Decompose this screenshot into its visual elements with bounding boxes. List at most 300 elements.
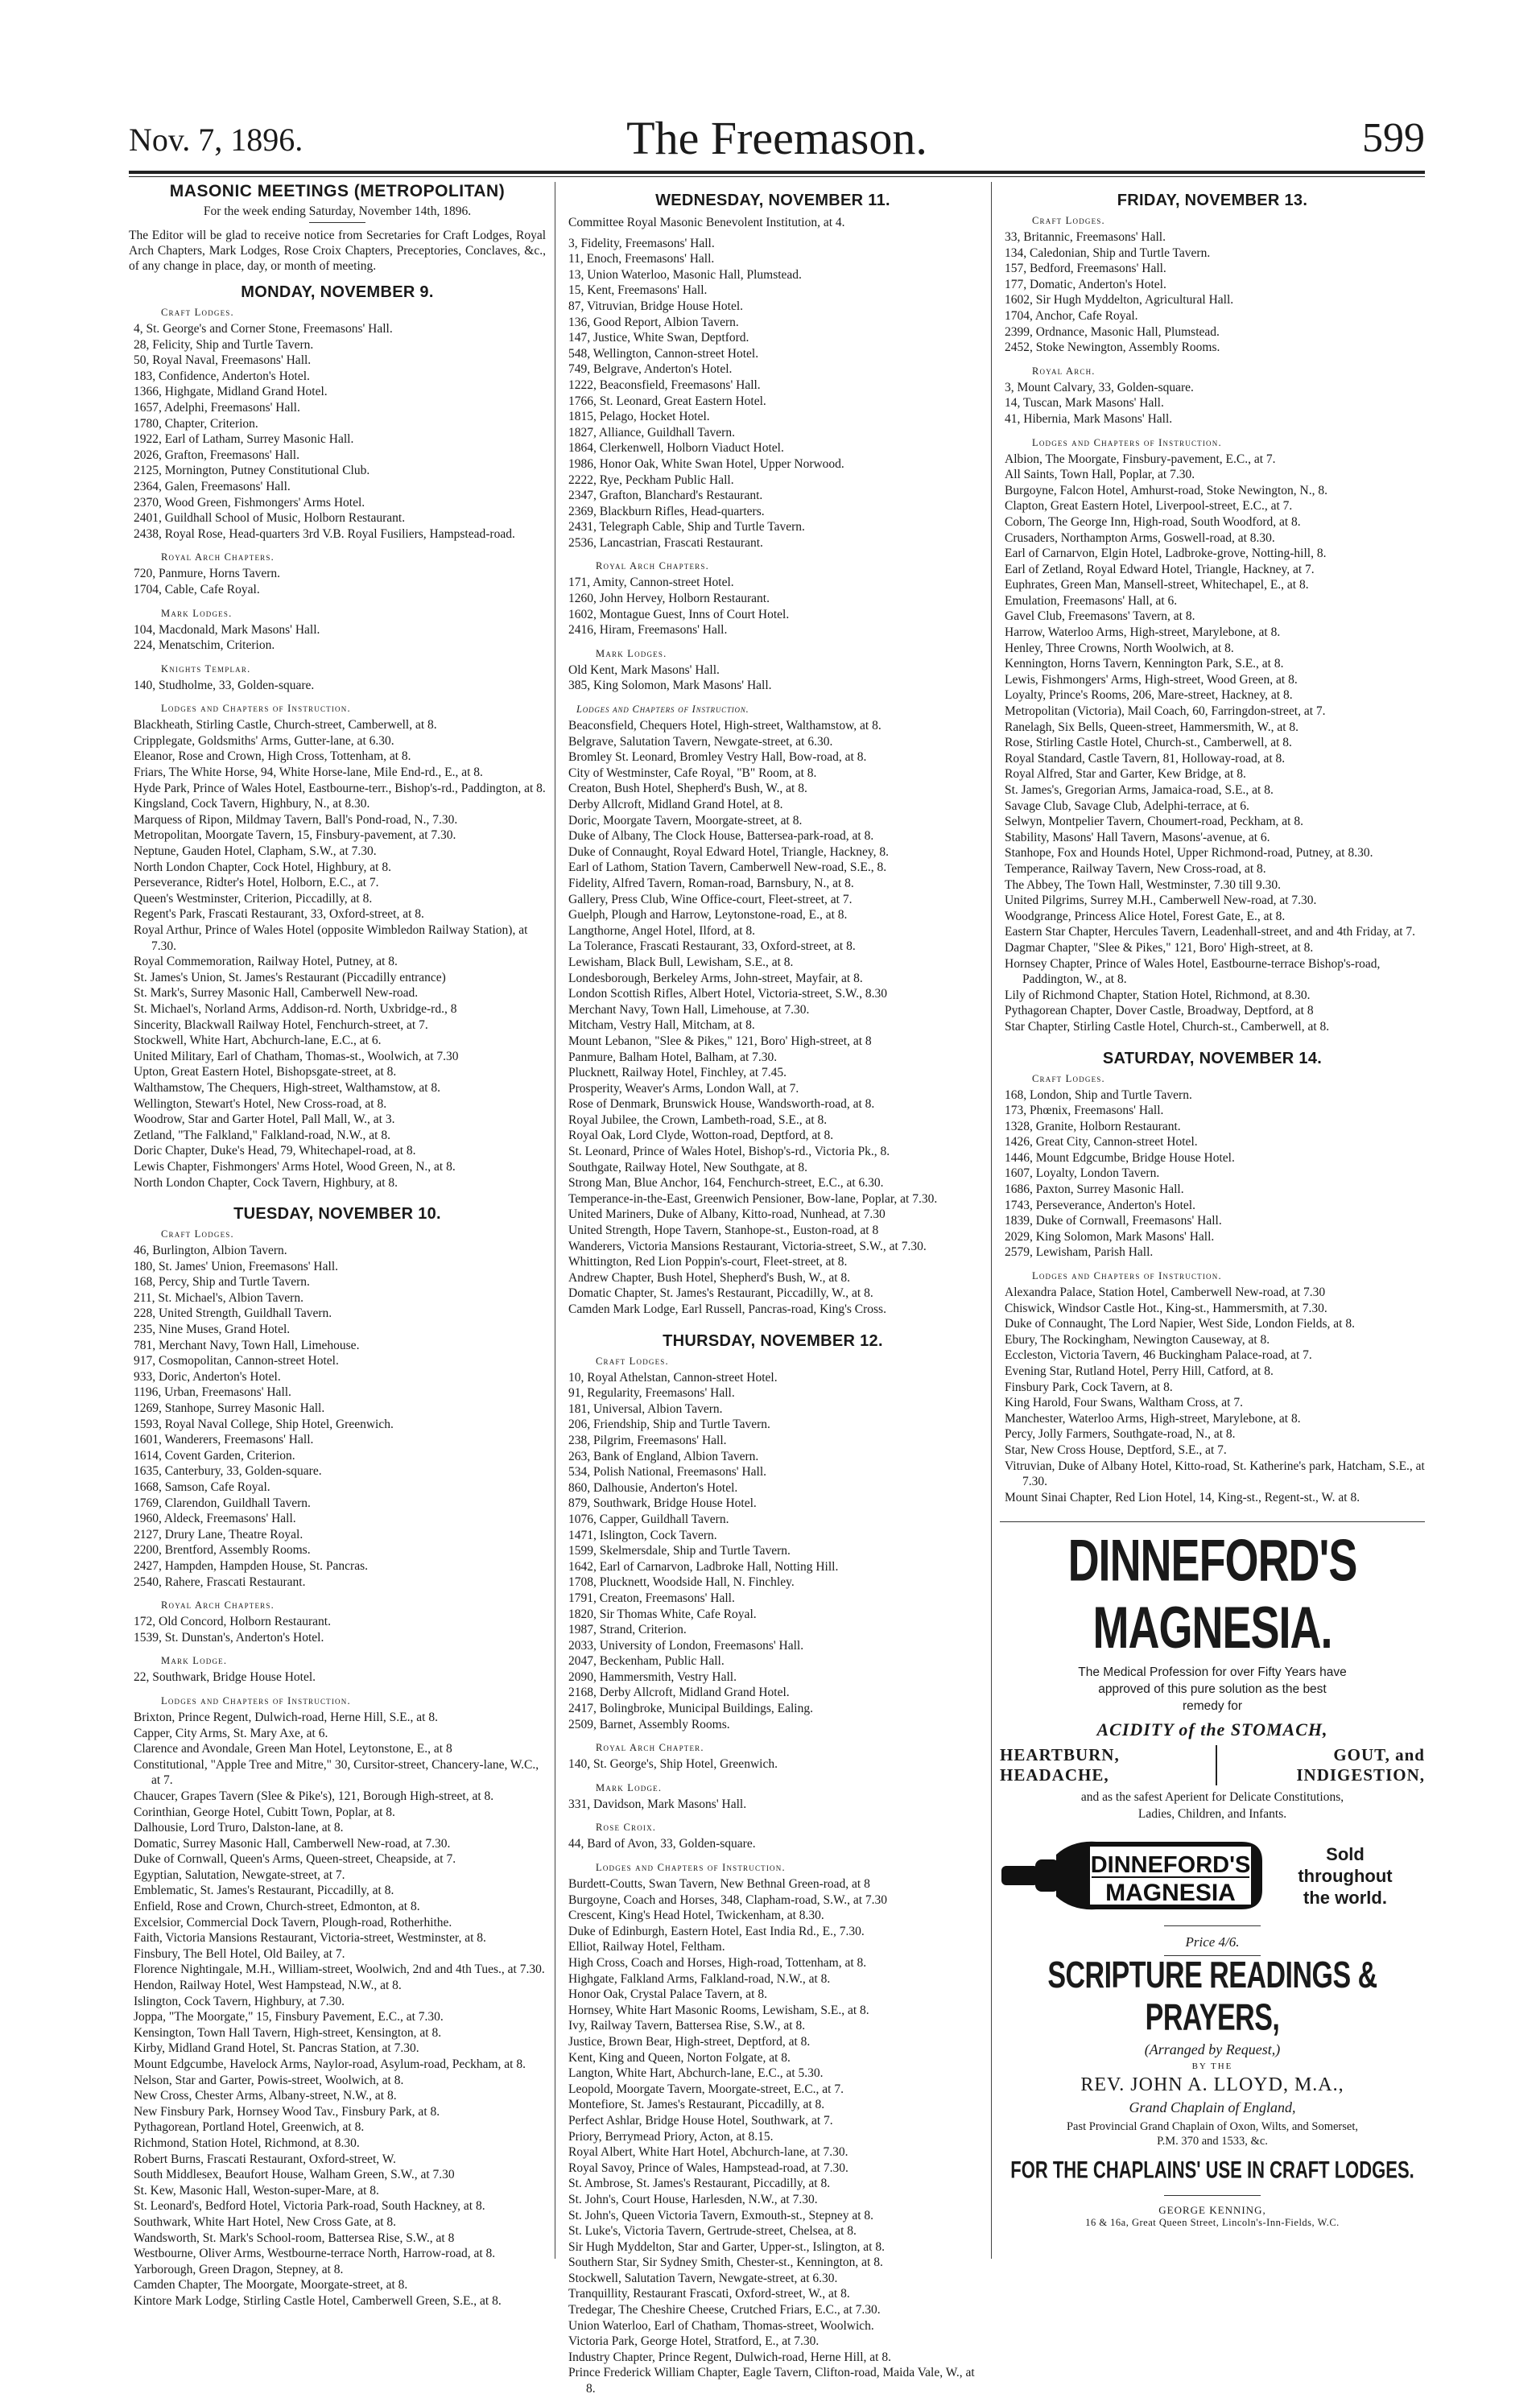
meeting-entry: 87, Vitruvian, Bridge House Hotel. [568,299,744,313]
meeting-entry: 1922, Earl of Latham, Surrey Masonic Hall. [134,432,354,447]
meeting-entry: New Cross, Chester Arms, Albany-street, N.W., at 8. [134,2089,397,2103]
meeting-entry: 2452, Stoke Newington, Assembly Rooms. [1005,340,1220,355]
meeting-entry: 147, Justice, White Swan, Deptford. [568,331,749,345]
meeting-entry: 2127, Drury Lane, Theatre Royal. [134,1527,303,1541]
meeting-entry: Victoria Park, George Hotel, Stratford, E., at 7.30. [568,2334,820,2349]
meeting-entry: Friars, The White Horse, 94, White Horse-lane, Mile End-rd., E., at 8. [134,766,483,780]
meeting-entry: 548, Wellington, Cannon-street Hotel. [568,346,759,361]
meeting-entry: 781, Merchant Navy, Town Hall, Limehouse. [134,1338,360,1352]
meeting-entry: Dalhousie, Lord Truro, Dalston-lane, at 8. [134,1821,344,1835]
scripture-advertisement [1000,1934,1425,2229]
meeting-entry: Strong Man, Blue Anchor, 164, Fenchurch-street, E.C., at 6.30. [568,1176,884,1191]
meeting-entry: 2509, Barnet, Assembly Rooms. [568,1717,730,1731]
column-body [129,283,546,2314]
meeting-entry: Prosperity, Weaver's Arms, London Wall, at 7. [568,1081,799,1096]
meeting-entry: 22, Southwark, Bridge House Hotel. [134,1670,316,1685]
meeting-entry: Joppa, "The Moorgate," 15, Finsbury Pavement, E.C., at 7.30. [134,2010,444,2024]
spacer [129,654,546,658]
meeting-entry: 14, Tuscan, Mark Masons' Hall. [1005,396,1164,411]
ad-sold-line: Sold [1326,1843,1365,1864]
meeting-entry: Domatic Chapter, St. James's Restaurant, Piccadilly, W., at 8. [568,1286,873,1301]
meeting-entry: Kennington, Horns Tavern, Kennington Park, S.E., at 8. [1005,657,1284,671]
meeting-entry: 1657, Adelphi, Freemasons' Hall. [134,400,300,415]
meeting-entry: 1766, St. Leonard, Great Eastern Hotel. [568,394,766,408]
spacer [564,1773,982,1777]
meeting-entry: Marquess of Ripon, Mildmay Tavern, Ball's Pond-road, N., 7.30. [134,812,458,827]
meeting-entry: St. Leonard, Prince of Wales Hotel, Bishop's-rd., Victoria Pk., 8. [568,1145,890,1159]
meeting-entry: 1446, Mount Edgcumbe, Bridge House Hotel. [1005,1150,1235,1165]
meeting-entry: Hornsey, White Hart Masonic Rooms, Lewisham, S.E., at 8. [568,2003,869,2017]
meeting-entry: Evening Star, Rutland Hotel, Perry Hill, Catford, at 8. [1005,1364,1274,1378]
meeting-entry: Hyde Park, Prince of Wales Hotel, Eastbourne-terr., Bishop's-rd., Paddington, at 8. [134,781,546,795]
meeting-entry: Robert Burns, Frascati Restaurant, Oxford-street, W. [134,2152,396,2166]
meeting-entry: Earl of Lathom, Station Tavern, Camberwell New-road, S.E., 8. [568,861,887,875]
meeting-entry: High Cross, Coach and Horses, High-road, Tottenham, at 8. [568,1956,867,1970]
meeting-entry: Walthamstow, The Chequers, High-street, Walthamstow, at 8. [134,1080,441,1095]
ad2-author: REV. JOHN A. LLOYD, M.A., [1080,2074,1344,2096]
meeting-entry: Rose of Denmark, Brunswick House, Wandsworth-road, at 8. [568,1097,875,1112]
meeting-entry: 1708, Plucknett, Woodside Hall, N. Finchley. [568,1575,795,1590]
meeting-entry: Woodrow, Star and Garter Hotel, Pall Mall, W., at 3. [134,1112,395,1127]
spacer [1000,1505,1425,1510]
meeting-entry: 10, Royal Athelstan, Cannon-street Hotel. [568,1370,778,1385]
meeting-entry: Leopold, Moorgate Tavern, Moorgate-street, E.C., at 7. [568,2082,844,2096]
ad2-by: BY THE [1191,2062,1233,2072]
meeting-entry: 1686, Paxton, Surrey Masonic Hall. [1005,1182,1184,1197]
meeting-entry: 15, Kent, Freemasons' Hall. [568,283,708,298]
meeting-entry: 168, Percy, Ship and Turtle Tavern. [134,1275,310,1290]
meeting-entry: 181, Universal, Albion Tavern. [568,1401,723,1416]
meeting-entry: 860, Dalhousie, Anderton's Hotel. [568,1480,738,1495]
meeting-entry: Whittington, Red Lion Poppin's-court, Fleet-street, at 8. [568,1255,848,1269]
meeting-entry: Queen's Westminster, Criterion, Piccadilly, at 8. [134,891,373,906]
meeting-entry: 11, Enoch, Freemasons' Hall. [568,252,715,266]
column-1 [129,182,546,2314]
meeting-entry: Temperance, Railway Tavern, New Cross-road, at 8. [1005,861,1266,876]
meeting-entry: Londesborough, Berkeley Arms, John-street, Mayfair, at 8. [568,971,863,985]
meeting-entry: Burgoyne, Coach and Horses, 348, Clapham-road, S.W., at 7.30 [568,1892,888,1907]
meeting-entry: North London Chapter, Cock Hotel, Highbury, at 8. [134,860,391,874]
meeting-entry: Stockwell, White Hart, Abchurch-lane, E.C., at 6. [134,1034,382,1048]
meeting-entry: 1196, Urban, Freemasons' Hall. [134,1385,291,1400]
meeting-entry: 2200, Brentford, Assembly Rooms. [134,1543,311,1558]
publisher-address: 16 & 16a, Great Queen Street, Lincoln's-Inn-Fields, W.C. [1085,2217,1340,2229]
meeting-entry: Faith, Victoria Mansions Restaurant, Victoria-street, Westminster, at 8. [134,1931,486,1946]
meeting-entry: Finsbury Park, Cock Tavern, at 8. [1005,1380,1173,1394]
meeting-entry: United Pilgrims, Surrey M.H., Camberwell New-road, at 7.30. [1005,894,1317,908]
meeting-entry: 534, Polish National, Freemasons' Hall. [568,1465,767,1480]
meeting-entry: Duke of Connaught, Royal Edward Hotel, Triangle, Hackney, 8. [568,844,890,859]
meeting-entry: Fidelity, Alfred Tavern, Roman-road, Barnsbury, N., at 8. [568,876,854,890]
meeting-entry: 2364, Galen, Freemasons' Hall. [134,479,291,493]
section-label: Royal Arch Chapters. [596,560,709,572]
meeting-entry: 4, St. George's and Corner Stone, Freemasons' Hall. [134,322,393,336]
meeting-entry: Royal Commemoration, Railway Hotel, Putney, at 8. [134,955,398,969]
meeting-entry: 1269, Stanhope, Surrey Masonic Hall. [134,1401,325,1416]
meeting-entry: Emblematic, St. James's Restaurant, Piccadilly, at 8. [134,1884,394,1898]
meeting-entry: United Strength, Hope Tavern, Stanhope-st., Euston-road, at 8 [568,1224,879,1238]
meeting-entry: Mount Edgcumbe, Havelock Arms, Naylor-road, Asylum-road, Peckham, at 8. [134,2057,526,2071]
meeting-entry: 238, Pilgrim, Freemasons' Hall. [568,1433,727,1447]
meeting-entry: The Abbey, The Town Hall, Westminster, 7.30 till 9.30. [1005,877,1282,892]
section-label: Mark Lodge. [161,1655,228,1667]
meeting-entry: St. Michael's, Norland Arms, Addison-rd. North, Uxbridge-rd., 8 [134,1001,457,1016]
meeting-entry: Kensington, Town Hall Tavern, High-street, Kensington, at 8. [134,2025,442,2040]
meeting-entry: Clarence and Avondale, Green Man Hotel, Leytonstone, E., at 8 [134,1742,452,1756]
meeting-entry: 140, St. George's, Ship Hotel, Greenwich. [568,1757,778,1772]
meeting-entry: 2399, Ordnance, Masonic Hall, Plumstead. [1005,324,1220,339]
meeting-entry: Andrew Chapter, Bush Hotel, Shepherd's Bush, W., at 8. [568,1270,851,1285]
meeting-entry: Eleanor, Rose and Crown, High Cross, Tottenham, at 8. [134,749,411,764]
header-rule-thin [129,176,1425,177]
meeting-entry: Southgate, Railway Hotel, New Southgate, at 8. [568,1160,808,1174]
meeting-entry: St. Mark's, Surrey Masonic Hall, Camberwell New-road. [134,986,419,1001]
section-label: Mark Lodges. [161,607,233,619]
meeting-entry: 2369, Blackburn Rifles, Head-quarters. [568,504,765,518]
meeting-entry: Guelph, Plough and Harrow, Leytonstone-road, E., at 8. [568,908,848,922]
spacer [1000,356,1425,361]
ad-title: DINNEFORD'S MAGNESIA. [1067,1528,1357,1661]
meeting-entry: Hendon, Railway Hotel, West Hampstead, N.W., at 8. [134,1979,402,1993]
meeting-entry: 228, United Strength, Guildhall Tavern. [134,1306,332,1321]
ad-bottle-row [1000,1837,1425,1914]
ad-price: Price 4/6. [1185,1934,1240,1950]
meeting-entry: City of Westminster, Cafe Royal, "B" Room, at 8. [568,766,817,780]
meeting-entry: Southwark, White Hart Hotel, New Cross Gate, at 8. [134,2214,397,2229]
meeting-entry: Brixton, Prince Regent, Dulwich-road, Herne Hill, S.E., at 8. [134,1710,438,1724]
meeting-entry: Duke of Cornwall, Queen's Arms, Queen-street, Cheapside, at 7. [134,1852,456,1867]
meeting-entry: Highgate, Falkland Arms, Falkland-road, N.W., at 8. [568,1971,831,1986]
section-label: Lodges and Chapters of Instruction. [596,1862,786,1874]
meeting-entry: Prince Frederick William Chapter, Eagle Tavern, Clifton-road, Maida Vale, W., at 8. [568,2366,975,2396]
meeting-entry: Duke of Albany, The Clock House, Battersea-park-road, at 8. [568,829,874,844]
ad2-chaplain: Grand Chaplain of England, [1129,2099,1296,2116]
meeting-entry: Nelson, Star and Garter, Powis-street, Woolwich, at 8. [134,2073,404,2087]
meeting-entry: Domatic, Surrey Masonic Hall, Camberwell New-road, at 7.30. [134,1836,451,1851]
meeting-entry: 1602, Montague Guest, Inns of Court Hotel. [568,607,790,621]
meeting-entry: Elliot, Railway Hotel, Feltham. [568,1940,725,1954]
spacer [1000,1261,1425,1265]
meeting-entry: Florence Nightingale, M.H., William-street, Woolwich, 2nd and 4th Tues., at 7.30. [134,1962,545,1977]
meeting-entry: Lewisham, Black Bull, Lewisham, S.E., at 8. [568,955,794,969]
meeting-entry: 2438, Royal Rose, Head-quarters 3rd V.B. Royal Fusiliers, Hampstead-road. [134,526,515,541]
meeting-entry: Mitcham, Vestry Hall, Mitcham, at 8. [568,1018,755,1033]
meeting-entry: 1820, Sir Thomas White, Cafe Royal. [568,1607,757,1621]
meeting-entry: 44, Bard of Avon, 33, Golden-square. [568,1837,756,1851]
meeting-entry: Committee Royal Masonic Benevolent Institution, at 4. [568,216,845,229]
meeting-entry: 2417, Bolingbroke, Municipal Buildings, Ealing. [568,1702,813,1716]
meeting-entry: Rose, Stirling Castle Hotel, Church-st., Camberwell, at 8. [1005,736,1292,750]
meeting-entry: 385, King Solomon, Mark Masons' Hall. [568,679,772,693]
meeting-entry: 917, Cosmopolitan, Cannon-street Hotel. [134,1354,339,1368]
editor-note: The Editor will be glad to receive notice from Secretaries for Craft Lodges, Royal Arch Chapters, Mark Lodges, Rose Croix Chapters, Preceptories, Conclaves, &c., of any change in place, day, or month of meeting. [129,229,546,273]
ad-ailment: INDIGESTION, [1296,1765,1425,1785]
meeting-entry: Henley, Three Crowns, North Woolwich, at 8. [1005,641,1234,655]
meeting-entry: Perseverance, Ridter's Hotel, Holborn, E.C., at 7. [134,876,379,890]
meeting-entry: Doric Chapter, Duke's Head, 79, Whitechapel-road, at 8. [134,1144,416,1158]
ad-sold-line: the world. [1303,1887,1387,1908]
ad-acidity: ACIDITY of the STOMACH, [1096,1719,1328,1740]
meeting-entry: 1260, John Hervey, Holborn Restaurant. [568,592,770,606]
ad-text: remedy for [1182,1699,1243,1714]
magnesia-advertisement [1000,1521,1425,1926]
divider [309,222,365,223]
meeting-entry: Tranquillity, Restaurant Frascati, Oxford-street, W., at 8. [568,2287,850,2301]
meeting-entry: Ebury, The Rockingham, Newington Causeway, at 8. [1005,1332,1270,1347]
meeting-entry: Camden Chapter, The Moorgate, Moorgate-street, at 8. [134,2278,408,2293]
meeting-entry: Westbourne, Oliver Arms, Westbourne-terrace North, Harrow-road, at 8. [134,2247,496,2261]
meeting-entry: Neptune, Gauden Hotel, Clapham, S.W., at 7.30. [134,844,377,859]
meeting-entry: Mount Sinai Chapter, Red Lion Hotel, 14, King-st., Regent-st., W. at 8. [1005,1490,1360,1504]
meeting-entry: Justice, Brown Bear, High-street, Deptford, at 8. [568,2034,811,2049]
meeting-entry: 1704, Cable, Cafe Royal. [134,582,260,596]
section-label: Royal Arch Chapter. [596,1742,704,1754]
meeting-entry: Panmure, Balham Hotel, Balham, at 7.30. [568,1050,778,1064]
meeting-entry: 224, Menatschim, Criterion. [134,638,275,653]
meeting-entry: Royal Oak, Lord Clyde, Wotton-road, Deptford, at 8. [568,1129,834,1143]
meeting-entry: Excelsior, Commercial Dock Tavern, Plough-road, Rotherhithe. [134,1915,452,1929]
meeting-entry: 134, Caledonian, Ship and Turtle Tavern. [1005,246,1211,260]
meeting-entry: Duke of Connaught, The Lord Napier, West Side, London Fields, at 8. [1005,1317,1355,1331]
ad-text: approved of this pure solution as the best [1098,1682,1327,1697]
meeting-entry: La Tolerance, Frascati Restaurant, 33, Oxford-street, at 8. [568,939,856,954]
spacer [564,694,982,699]
meeting-entry: United Mariners, Duke of Albany, Kitto-road, Nunhead, at 7.30 [568,1207,886,1222]
meeting-entry: 1599, Skelmersdale, Ship and Turtle Tavern. [568,1544,791,1558]
spacer [564,1812,982,1817]
ad-ailment-left [1000,1745,1217,1785]
meeting-entry: 41, Hibernia, Mark Masons' Hall. [1005,411,1173,426]
meeting-entry: 1366, Highgate, Midland Grand Hotel. [134,385,328,399]
meeting-entry: Enfield, Rose and Crown, Church-street, Edmonton, at 8. [134,1900,420,1914]
meeting-entry: Perfect Ashlar, Bridge House Hotel, Southwark, at 7. [568,2113,833,2128]
ad2-past: P.M. 370 and 1533, &c. [1157,2135,1268,2148]
meeting-entry: 2029, King Solomon, Mark Masons' Hall. [1005,1229,1215,1244]
meeting-entry: 172, Old Concord, Holborn Restaurant. [134,1615,331,1629]
spacer [129,1590,546,1595]
meeting-entry: Eastern Star Chapter, Hercules Tavern, Leadenhall-street, and and 4th Friday, at 7. [1005,925,1416,939]
meeting-entry: 749, Belgrave, Anderton's Hotel. [568,362,733,377]
bottle-illustration [1000,1837,1265,1914]
ad-text: and as the safest Aperient for Delicate Constitutions, [1080,1790,1344,1805]
ad-ailments [1000,1745,1425,1785]
meeting-entry: Wellington, Stewart's Hotel, New Cross-road, at 8. [134,1096,387,1111]
ad2-past: Past Provincial Grand Chaplain of Oxon, Wilts, and Somerset, [1066,2120,1358,2134]
section-label: Knights Templar. [161,662,251,675]
meeting-entry: Union Waterloo, Earl of Chatham, Thomas-street, Woolwich. [568,2318,874,2333]
section-label: Craft Lodges. [161,307,234,318]
section-label: Craft Lodges. [1032,215,1105,226]
meeting-entry: 2427, Hampden, Hampden House, St. Pancras. [134,1558,369,1573]
meeting-entry: 136, Good Report, Albion Tavern. [568,315,739,329]
section-label: Craft Lodges. [596,1355,669,1367]
meeting-entry: Priory, Berrymead Priory, Acton, at 8.15. [568,2129,774,2144]
meeting-entry: Crescent, King's Head Hotel, Twickenham, at 8.30. [568,1909,824,1923]
ad-ailment: HEADACHE, [1000,1765,1109,1785]
page-number: 599 [1362,115,1425,161]
meeting-entry: Royal Savoy, Prince of Wales, Hampstead-road, at 7.30. [568,2161,848,2175]
meeting-entry: Selwyn, Montpelier Tavern, Choumert-road, Peckham, at 8. [1005,815,1303,829]
meeting-entry: Tredegar, The Cheshire Cheese, Crutched Friars, E.C., at 7.30. [568,2303,881,2317]
day-heading: TUESDAY, NOVEMBER 10. [233,1205,441,1224]
meeting-entry: Gavel Club, Freemasons' Tavern, at 8. [1005,609,1195,624]
meeting-entry: Old Kent, Mark Masons' Hall. [568,662,720,677]
ad2-title: SCRIPTURE READINGS & PRAYERS, [1047,1954,1377,2039]
meeting-entry: 2579, Lewisham, Parish Hall. [1005,1245,1154,1260]
meeting-entry: Burdett-Coutts, Swan Tavern, New Bethnal Green-road, at 8 [568,1877,870,1892]
meeting-entry: Corinthian, George Hotel, Cubitt Town, Poplar, at 8. [134,1805,395,1819]
meeting-entry: Finsbury, The Bell Hotel, Old Bailey, at 7. [134,1946,345,1961]
meeting-entry: United Military, Earl of Chatham, Thomas-st., Woolwich, at 7.30 [134,1049,459,1063]
meeting-entry: Kirby, Midland Grand Hotel, St. Pancras Station, at 7.30. [134,2041,419,2056]
meeting-entry: 263, Bank of England, Albion Tavern. [568,1449,759,1463]
meeting-entry: 168, London, Ship and Turtle Tavern. [1005,1088,1192,1102]
meeting-entry: 173, Phœnix, Freemasons' Hall. [1005,1104,1164,1118]
meeting-entry: Lewis Chapter, Fishmongers' Arms Hotel, Wood Green, N., at 8. [134,1159,456,1174]
meeting-entry: Harrow, Waterloo Arms, High-street, Marylebone, at 8. [1005,625,1281,640]
meeting-entry: Egyptian, Salutation, Newgate-street, at 7. [134,1868,345,1882]
meeting-entry: St. James's Union, St. James's Restaurant (Piccadilly entrance) [134,970,446,984]
meeting-entry: Kingsland, Cock Tavern, Highbury, N., at 8.30. [134,797,370,811]
meeting-entry: 50, Royal Naval, Freemasons' Hall. [134,353,312,368]
meeting-entry: 157, Bedford, Freemasons' Hall. [1005,262,1166,276]
section-label: Lodges and Chapters of Instruction. [1032,1270,1222,1282]
meeting-entry: 2401, Guildhall School of Music, Holborn Restaurant. [134,511,406,526]
spacer [564,551,982,555]
day-heading: MONDAY, NOVEMBER 9. [241,283,434,301]
meeting-entry: Royal Alfred, Star and Garter, Kew Bridge, at 8. [1005,767,1246,782]
day-heading: FRIDAY, NOVEMBER 13. [1117,192,1308,209]
meeting-entry: 177, Domatic, Anderton's Hotel. [1005,277,1166,291]
meeting-entry: 28, Felicity, Ship and Turtle Tavern. [134,337,314,352]
meeting-entry: Crusaders, Northampton Arms, Goswell-road, at 8.30. [1005,530,1275,545]
meeting-entry: 1769, Clarendon, Guildhall Tavern. [134,1496,311,1510]
ad-sold [1265,1843,1425,1909]
meeting-entry: Southern Star, Sir Sydney Smith, Chester-st., Kennington, at 8. [568,2255,883,2270]
meeting-entry: Royal Albert, White Hart Hotel, Abchurch-lane, at 7.30. [568,2145,848,2160]
meeting-entry: Regent's Park, Frascati Restaurant, 33, Oxford-street, at 8. [134,907,424,922]
meeting-entry: 2347, Grafton, Blanchard's Restaurant. [568,489,763,503]
meeting-entry: 235, Nine Muses, Grand Hotel. [134,1323,291,1337]
meeting-entry: 1076, Capper, Guildhall Tavern. [568,1512,729,1526]
meeting-entry: Camden Mark Lodge, Earl Russell, Pancras-road, King's Cross. [568,1302,886,1316]
meeting-entry: 1471, Islington, Cock Tavern. [568,1528,717,1542]
section-label: Mark Lodge. [596,1781,663,1793]
meeting-entry: Montefiore, St. James's Restaurant, Piccadilly, at 8. [568,2098,825,2112]
meeting-entry: Dagmar Chapter, "Slee & Pikes," 121, Boro' High-street, at 8. [1005,940,1314,955]
section-label: Lodges and Chapters of Instruction. [1032,436,1222,448]
section-label: Royal Arch Chapters. [161,1599,275,1612]
meeting-entry: Euphrates, Green Man, Mansell-street, Whitechapel, E., at 8. [1005,578,1309,592]
meeting-entry: Chiswick, Windsor Castle Hot., King-st., Hammersmith, at 7.30. [1005,1301,1327,1315]
spacer [1000,1035,1425,1040]
meeting-entry: Bromley St. Leonard, Bromley Vestry Hall, Bow-road, at 8. [568,750,867,765]
section-label: Lodges and Chapters of Instruction. [161,1694,351,1707]
section-label: Lodges and Chapters of Instruction. [161,703,351,715]
day-heading: THURSDAY, NOVEMBER 12. [663,1331,883,1350]
meeting-entry: 1815, Pelago, Hocket Hotel. [568,410,710,424]
divider [1164,1925,1261,1926]
meeting-entry: Duke of Edinburgh, Eastern Hotel, East India Rd., E., 7.30. [568,1924,865,1938]
meeting-entry: 1593, Royal Naval College, Ship Hotel, Greenwich. [134,1417,394,1431]
meeting-entry: Woodgrange, Princess Alice Hotel, Forest Gate, E., at 8. [1005,909,1286,923]
section-label: Royal Arch. [1032,365,1096,377]
meeting-entry: 1426, Great City, Cannon-street Hotel. [1005,1135,1198,1149]
meeting-entry: Islington, Cock Tavern, Highbury, at 7.30. [134,1994,345,2008]
ad-text: Ladies, Children, and Infants. [1137,1807,1287,1822]
issue-date: Nov. 7, 1896. [129,122,303,158]
section-label: Royal Arch Chapters. [161,551,275,563]
meeting-entry: Kintore Mark Lodge, Stirling Castle Hotel, Camberwell Green, S.E., at 8. [134,2293,502,2308]
meeting-entry: Constitutional, "Apple Tree and Mitre," 30, Cursitor-street, Chancery-lane, W.C., at 7. [134,1757,539,1788]
divider [1164,2195,1261,2196]
meeting-entry: London Scottish Rifles, Albert Hotel, Victoria-street, S.W., 8.30 [568,987,887,1001]
meeting-entry: 879, Southwark, Bridge House Hotel. [568,1496,757,1511]
meeting-entry: 33, Britannic, Freemasons' Hall. [1005,230,1166,244]
meeting-entry: 1614, Covent Garden, Criterion. [134,1448,295,1463]
meeting-entry: 1222, Beaconsfield, Freemasons' Hall. [568,378,761,392]
meeting-entry: 1791, Creaton, Freemasons' Hall. [568,1591,735,1605]
section-label: Craft Lodges. [1032,1072,1105,1084]
meeting-entry: 2536, Lancastrian, Frascati Restaurant. [568,535,763,550]
meeting-entry: Vitruvian, Duke of Albany Hotel, Kitto-road, St. Katherine's park, Hatcham, S.E., at 7.30. [1005,1459,1425,1489]
spacer [564,638,982,643]
ad-ailment-right [1217,1745,1425,1785]
meeting-entry: Capper, City Arms, St. Mary Axe, at 6. [134,1726,328,1740]
meeting-entry: 2431, Telegraph Cable, Ship and Turtle Tavern. [568,520,805,534]
meeting-entry: 2168, Derby Allcroft, Midland Grand Hotel. [568,1686,790,1700]
section-label: Craft Lodges. [161,1228,234,1240]
spacer [1000,427,1425,432]
meeting-entry: Stability, Masons' Hall Tavern, Masons'-avenue, at 6. [1005,830,1270,844]
meeting-entry: Lewis, Fishmongers' Arms, High-street, Wood Green, at 8. [1005,672,1298,687]
meeting-entry: Beaconsfield, Chequers Hotel, High-street, Walthamstow, at 8. [568,719,881,733]
meeting-entry: Lily of Richmond Chapter, Station Hotel, Richmond, at 8.30. [1005,988,1311,1002]
meeting-entry: Royal Arthur, Prince of Wales Hotel (opposite Wimbledon Railway Station), at 7.30. [134,923,528,953]
meeting-entry: 2222, Rye, Peckham Public Hall. [568,473,734,487]
meeting-entry: 46, Burlington, Albion Tavern. [134,1244,287,1258]
meeting-entry: St. John's, Court House, Harlesden, N.W., at 7.30. [568,2192,818,2206]
ad-ailment: HEARTBURN, [1000,1745,1120,1765]
meeting-entry: Earl of Zetland, Royal Edward Hotel, Triangle, Hackney, at 7. [1005,562,1315,576]
ad2-footer: FOR THE CHAPLAINS' USE IN CRAFT LODGES. [1010,2156,1414,2184]
ad-sold-line: throughout [1298,1865,1393,1886]
meeting-entry: Royal Standard, Castle Tavern, 81, Holloway-road, at 8. [1005,751,1286,766]
meeting-entry: 1839, Duke of Cornwall, Freemasons' Hall. [1005,1214,1222,1228]
meeting-entry: 1668, Samson, Cafe Royal. [134,1480,270,1494]
meeting-entry: 1602, Sir Hugh Myddelton, Agricultural Hall. [1005,293,1234,307]
spacer [129,1686,546,1690]
meeting-entry: 2370, Wood Green, Fishmongers' Arms Hotel. [134,495,365,510]
meeting-entry: Upton, Great Eastern Hotel, Bishopsgate-street, at 8. [134,1065,397,1079]
spacer [564,2397,982,2402]
meeting-entry: 1704, Anchor, Cafe Royal. [1005,308,1138,323]
meeting-entry: Wandsworth, St. Mark's School-room, Battersea Rise, S.W., at 8 [134,2231,455,2245]
meeting-entry: St. Luke's, Victoria Tavern, Gertrude-street, Chelsea, at 8. [568,2224,857,2239]
meeting-entry: 1642, Earl of Carnarvon, Ladbroke Hall, Notting Hill. [568,1559,839,1574]
meeting-entry: 1827, Alliance, Guildhall Tavern. [568,425,735,440]
meeting-entry: 1864, Clerkenwell, Holborn Viaduct Hotel. [568,441,784,456]
newspaper-title: The Freemason. [626,112,927,164]
meeting-entry: Wanderers, Victoria Mansions Restaurant, Victoria-street, S.W., at 7.30. [568,1239,927,1253]
meeting-entry: Alexandra Palace, Station Hotel, Camberwell New-road, at 7.30 [1005,1286,1326,1300]
ad-text: The Medical Profession for over Fifty Years have [1078,1665,1347,1680]
meeting-entry: 720, Panmure, Horns Tavern. [134,567,281,581]
meeting-entry: 2416, Hiram, Freemasons' Hall. [568,623,728,638]
day-heading: SATURDAY, NOVEMBER 14. [1102,1049,1323,1067]
meeting-entry: Pythagorean Chapter, Dover Castle, Broadway, Deptford, at 8 [1005,1004,1314,1018]
meeting-entry: Blackheath, Stirling Castle, Church-street, Camberwell, at 8. [134,718,437,733]
